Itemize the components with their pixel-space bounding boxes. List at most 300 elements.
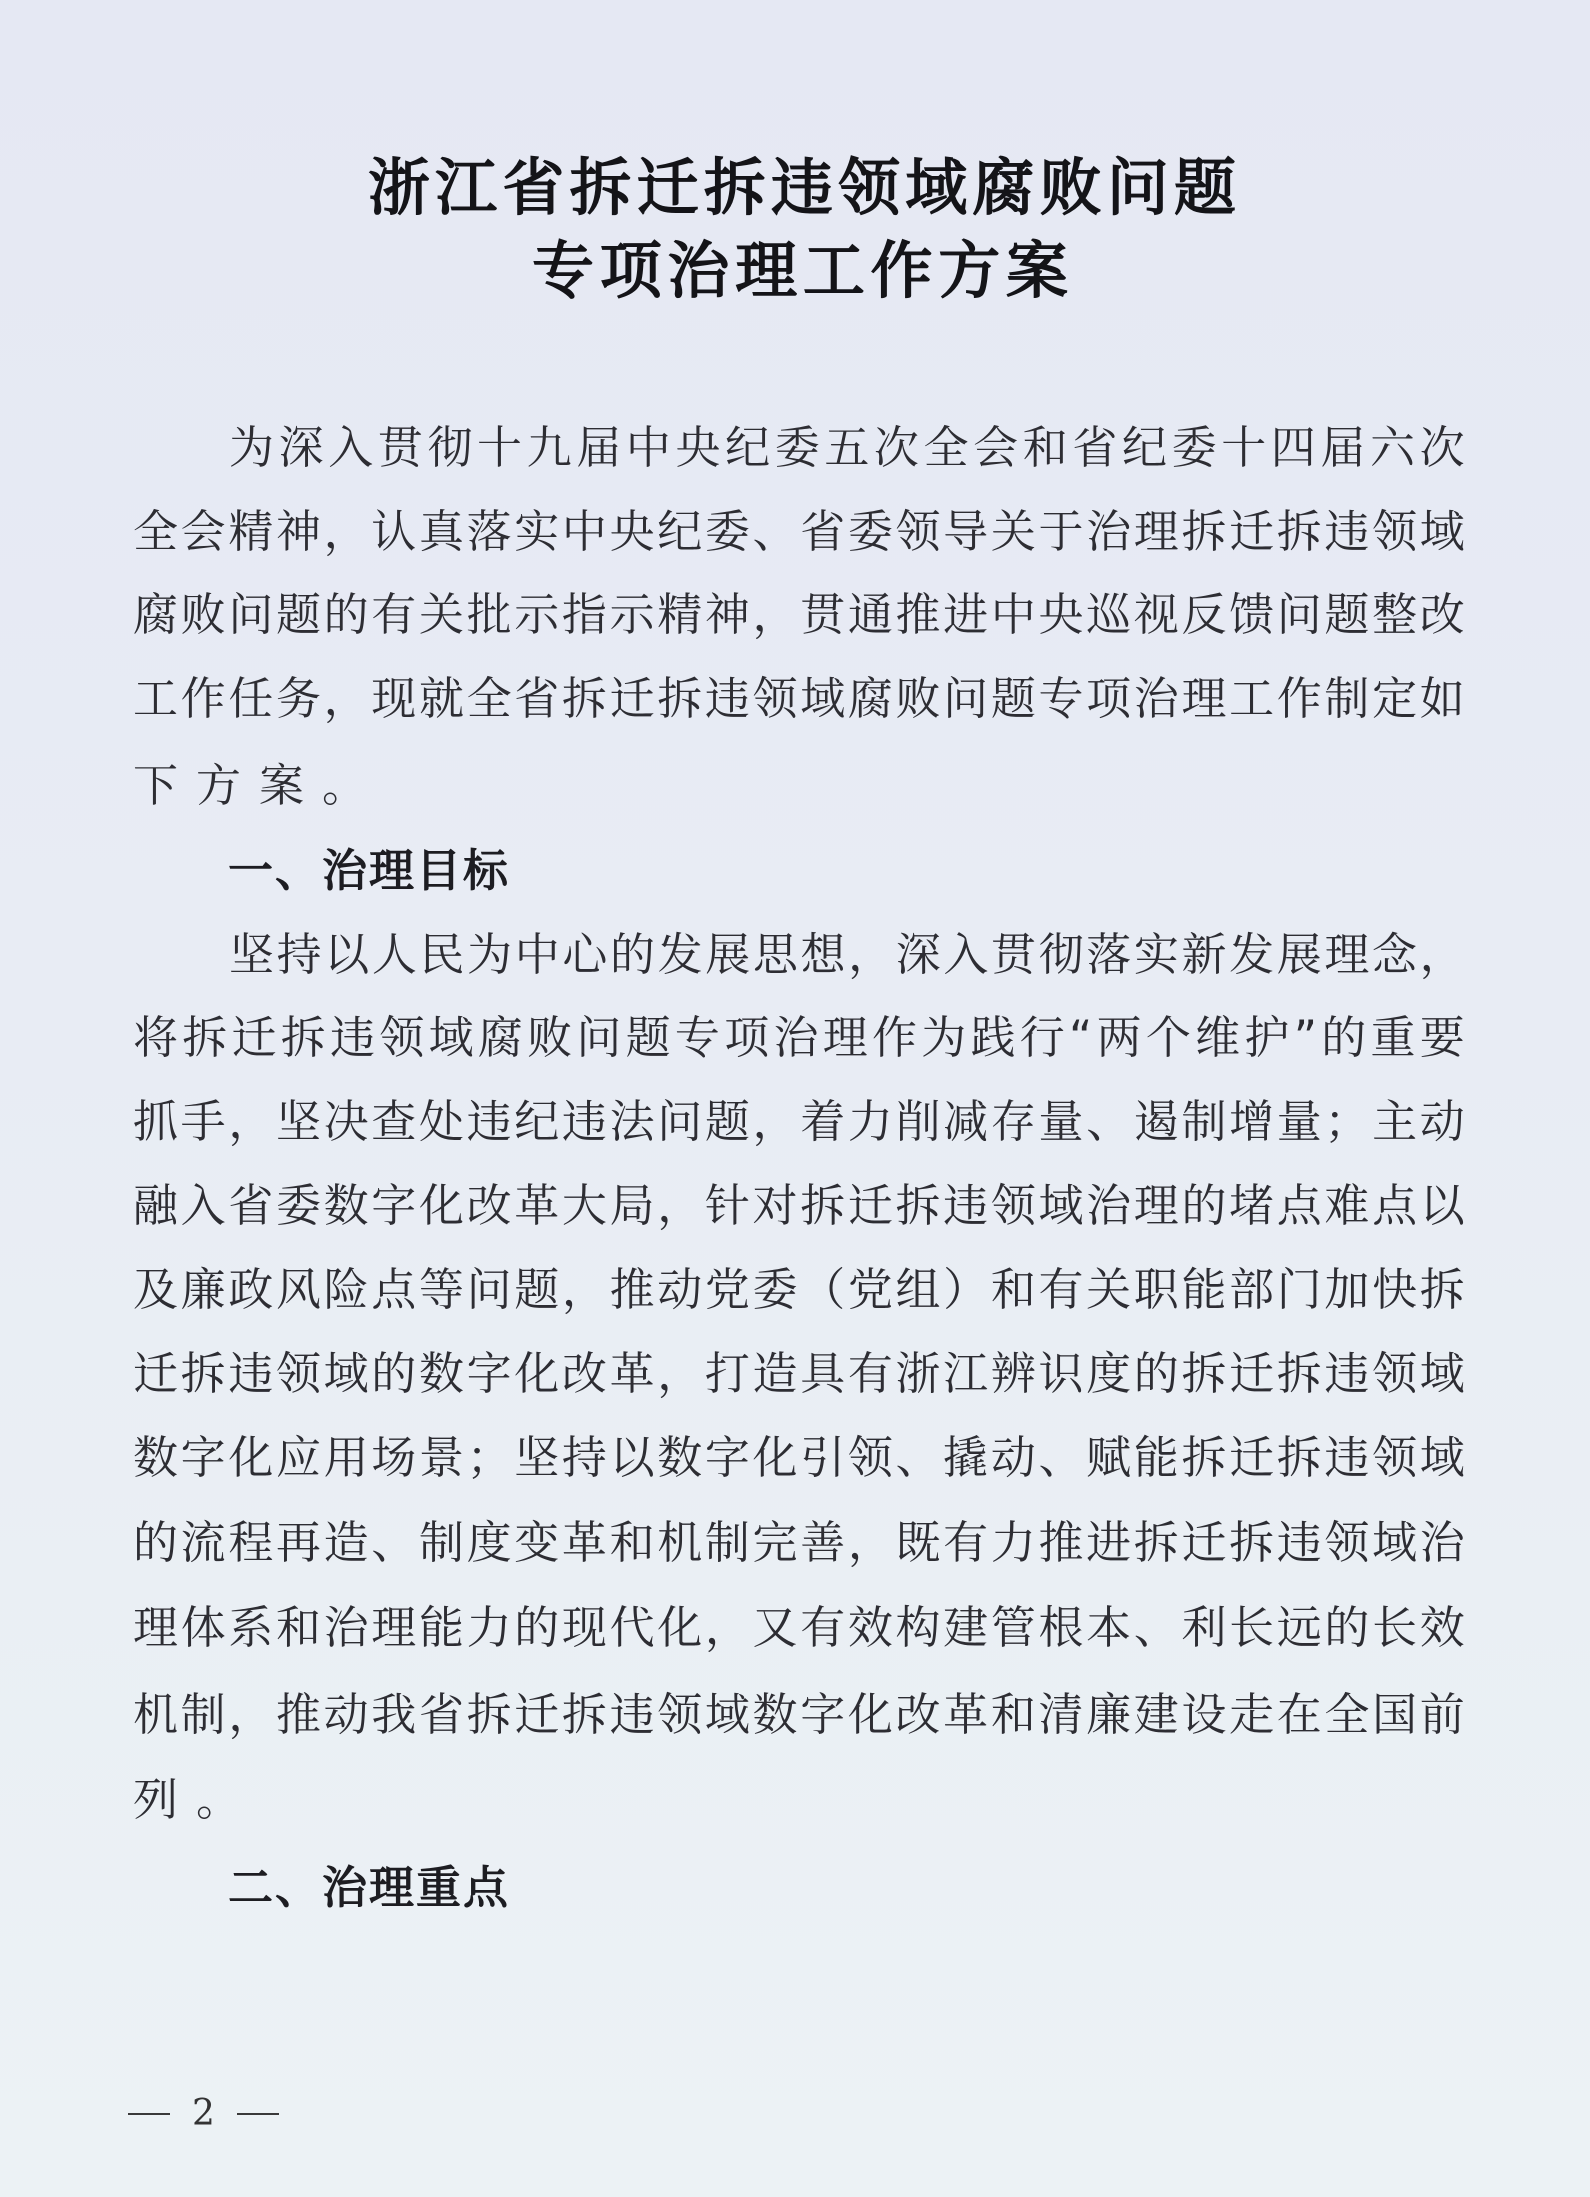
glyph: 浙 (368, 151, 431, 224)
glyph: 腐 (847, 672, 893, 725)
glyph: 我 (371, 1688, 417, 1741)
glyph: 削 (895, 1095, 941, 1148)
glyph: 持 (276, 928, 322, 981)
glyph: 十 (1221, 421, 1267, 474)
glyph: 度 (1086, 1347, 1132, 1400)
paragraph-line (133, 1770, 1465, 1830)
paragraph-line (229, 418, 1465, 478)
document-title-line-1 (368, 153, 1236, 223)
glyph: 长 (1229, 1601, 1275, 1654)
glyph: 问 (228, 588, 274, 641)
glyph: 个 (1145, 1011, 1191, 1064)
glyph: 以 (609, 1431, 655, 1484)
glyph: 用 (323, 1431, 369, 1484)
glyph: 专 (1038, 672, 1084, 725)
glyph: 落 (466, 505, 512, 558)
glyph: 点 (1372, 1179, 1418, 1232)
glyph: 题 (990, 672, 1036, 725)
glyph: 度 (466, 1516, 512, 1569)
glyph: 拆 (569, 151, 632, 224)
glyph: 落 (1086, 928, 1132, 981)
glyph: 理 (1324, 928, 1370, 981)
glyph: 理 (1133, 1179, 1179, 1232)
glyph: ， (228, 1095, 274, 1148)
glyph: 问 (466, 1263, 512, 1316)
glyph: 认 (371, 505, 417, 558)
glyph: 巡 (1086, 588, 1132, 641)
glyph: 和 (1022, 421, 1068, 474)
glyph: 险 (323, 1263, 369, 1316)
glyph: 领 (847, 1431, 893, 1484)
glyph: 列 (133, 1773, 179, 1826)
glyph: 领 (1372, 1431, 1418, 1484)
glyph: 再 (275, 1516, 321, 1569)
glyph: 化 (752, 1431, 798, 1484)
glyph: 作 (180, 672, 226, 725)
glyph: 建 (943, 1601, 989, 1654)
glyph: 数 (657, 1431, 703, 1484)
glyph: 拆 (182, 1011, 228, 1064)
glyph: 念 (1372, 928, 1418, 981)
glyph: 中 (990, 588, 1036, 641)
paragraph-line (133, 1344, 1465, 1404)
glyph: 中 (561, 505, 607, 558)
glyph: 领 (895, 505, 941, 558)
glyph: 推 (1038, 1516, 1084, 1569)
glyph: 制 (1181, 1095, 1227, 1148)
glyph: 拆 (1276, 1431, 1322, 1484)
glyph: 会 (973, 421, 1019, 474)
glyph: ， (847, 1516, 893, 1569)
glyph: 现 (561, 1601, 607, 1654)
glyph: （ (800, 1263, 846, 1316)
glyph: 央 (609, 505, 655, 558)
glyph: 和 (609, 1516, 655, 1569)
glyph: 制 (1324, 672, 1370, 725)
glyph: 方 (196, 759, 242, 812)
glyph: 拆 (466, 1688, 512, 1741)
glyph: 理 (133, 1601, 179, 1654)
glyph: 动 (323, 1688, 369, 1741)
glyph: ， (323, 672, 369, 725)
glyph: 动 (990, 1431, 1036, 1484)
glyph: 力 (990, 1516, 1036, 1569)
glyph: 省 (502, 151, 565, 224)
glyph: 全 (466, 672, 512, 725)
glyph: 字 (180, 1431, 226, 1484)
glyph: 大 (561, 1179, 607, 1232)
glyph: 违 (1324, 1347, 1370, 1400)
glyph: 门 (1276, 1263, 1322, 1316)
glyph: 败 (527, 1011, 573, 1064)
glyph: 重 (1370, 1011, 1416, 1064)
glyph: 量 (1038, 1095, 1084, 1148)
glyph: 手 (180, 1095, 226, 1148)
glyph: 改 (895, 1688, 941, 1741)
glyph: 下 (133, 759, 179, 812)
page-number-value: 2 (192, 2093, 215, 2134)
glyph: 治 (1419, 1516, 1465, 1569)
glyph: 管 (990, 1601, 1036, 1654)
glyph: 迁 (1229, 1431, 1275, 1484)
glyph: 败 (1039, 151, 1102, 224)
glyph: 点 (1276, 1179, 1322, 1232)
glyph: 和 (275, 1601, 321, 1654)
glyph: 党 (704, 1263, 750, 1316)
glyph: 迁 (133, 1347, 179, 1400)
glyph: 新 (1181, 928, 1227, 981)
glyph: 真 (418, 505, 464, 558)
glyph: 纪 (657, 505, 703, 558)
paragraph-line (133, 1513, 1465, 1573)
glyph: ， (1419, 928, 1465, 981)
glyph: 中 (625, 421, 671, 474)
glyph: 识 (1038, 1347, 1084, 1400)
paragraph-line (133, 1092, 1465, 1152)
glyph: 有 (800, 1601, 846, 1654)
glyph: 风 (275, 1263, 321, 1316)
glyph: 着 (800, 1095, 846, 1148)
glyph: ， (704, 1601, 750, 1654)
glyph: 代 (609, 1601, 655, 1654)
glyph: 贯 (800, 588, 846, 641)
glyph: 域 (905, 151, 968, 224)
glyph: 加 (1324, 1263, 1370, 1316)
glyph: 领 (838, 151, 901, 224)
glyph: 为 (921, 1011, 967, 1064)
glyph: 机 (657, 1516, 703, 1569)
glyph: 理 (735, 234, 798, 307)
glyph: 进 (943, 588, 989, 641)
glyph: 违 (943, 1179, 989, 1232)
glyph: 关 (418, 588, 464, 641)
glyph: ， (657, 1347, 703, 1400)
glyph: 的 (1324, 1601, 1370, 1654)
glyph: 变 (514, 1516, 560, 1569)
glyph: 力 (847, 1095, 893, 1148)
glyph: 推 (275, 1688, 321, 1741)
paragraph-line (133, 1598, 1465, 1658)
glyph: 组 (895, 1263, 941, 1316)
glyph: ” (1293, 1011, 1318, 1064)
glyph: 违 (228, 1347, 274, 1400)
glyph: 民 (419, 928, 465, 981)
glyph: 领 (379, 1011, 425, 1064)
glyph: 人 (371, 928, 417, 981)
glyph: 浙 (895, 1347, 941, 1400)
glyph: 深 (895, 928, 941, 981)
glyph: 入 (328, 421, 374, 474)
glyph: 域 (1372, 1516, 1418, 1569)
glyph: 化 (418, 1179, 464, 1232)
glyph: 届 (1320, 421, 1366, 474)
glyph: 就 (418, 672, 464, 725)
glyph: 彻 (1038, 928, 1084, 981)
glyph: 存 (990, 1095, 1036, 1148)
glyph: 融 (133, 1179, 179, 1232)
glyph: 拆 (180, 1347, 226, 1400)
glyph: 数 (752, 1688, 798, 1741)
paragraph-line (133, 585, 1465, 645)
glyph: 委 (752, 1263, 798, 1316)
paragraph-line (133, 1428, 1465, 1488)
glyph: 违 (466, 1095, 512, 1148)
glyph: 省 (514, 672, 560, 725)
glyph: ； (466, 1431, 512, 1484)
glyph: 数 (133, 1431, 179, 1484)
paragraph-line (133, 1260, 1465, 1320)
glyph: 批 (466, 588, 512, 641)
glyph: 决 (323, 1095, 369, 1148)
glyph: 动 (1419, 1095, 1465, 1148)
glyph: 领 (1372, 1347, 1418, 1400)
glyph: 为 (467, 928, 513, 981)
glyph: 革 (514, 1179, 560, 1232)
glyph: 的 (1133, 1347, 1179, 1400)
glyph: 迁 (609, 672, 655, 725)
glyph: 工 (1229, 672, 1275, 725)
glyph: 示 (609, 588, 655, 641)
glyph: 领 (752, 672, 798, 725)
dash-left (128, 2113, 170, 2115)
glyph: 题 (704, 1095, 750, 1148)
glyph: 违 (609, 1688, 655, 1741)
glyph: 定 (1372, 672, 1418, 725)
glyph: ， (561, 1263, 607, 1316)
paragraph-line (133, 756, 1465, 816)
glyph: 拆 (1276, 505, 1322, 558)
glyph: 现 (371, 672, 417, 725)
glyph: 政 (228, 1263, 274, 1316)
glyph: 发 (1229, 928, 1275, 981)
glyph: 四 (1270, 421, 1316, 474)
glyph: 远 (1276, 1601, 1322, 1654)
glyph: 迁 (1181, 1516, 1227, 1569)
glyph: 拆 (1181, 1431, 1227, 1484)
glyph: 场 (371, 1431, 417, 1484)
glyph: 化 (657, 1601, 703, 1654)
glyph: 护 (1244, 1011, 1290, 1064)
glyph: 如 (1419, 672, 1465, 725)
glyph: 推 (609, 1263, 655, 1316)
glyph: 拆 (1133, 1516, 1179, 1569)
glyph: ， (752, 588, 798, 641)
glyph: 廉 (1086, 1688, 1132, 1741)
glyph: 纪 (514, 1095, 560, 1148)
glyph: 和 (990, 1688, 1036, 1741)
glyph: 以 (1419, 1179, 1465, 1232)
glyph: 、 (371, 1516, 417, 1569)
glyph: 败 (895, 672, 941, 725)
glyph: 反 (1181, 588, 1227, 641)
glyph: 六 (1370, 421, 1416, 474)
glyph: 的 (1321, 1011, 1367, 1064)
glyph: 化 (228, 1431, 274, 1484)
paragraph-line (133, 1176, 1465, 1236)
glyph: 效 (1419, 1601, 1465, 1654)
glyph: 构 (895, 1601, 941, 1654)
glyph: 问 (576, 1011, 622, 1064)
glyph: 题 (1324, 588, 1370, 641)
glyph: 腐 (477, 1011, 523, 1064)
glyph: 制 (418, 1516, 464, 1569)
glyph: 增 (1229, 1095, 1275, 1148)
glyph: 迁 (847, 1179, 893, 1232)
glyph: 神 (275, 505, 321, 558)
glyph: 职 (1133, 1263, 1179, 1316)
glyph: 革 (943, 1688, 989, 1741)
glyph: 拆 (561, 672, 607, 725)
glyph: 省 (800, 505, 846, 558)
glyph: 迁 (514, 1688, 560, 1741)
glyph: 进 (1086, 1516, 1132, 1569)
glyph: 拆 (895, 1179, 941, 1232)
glyph: 引 (800, 1431, 846, 1484)
glyph: 等 (418, 1263, 464, 1316)
glyph: 治 (1086, 1179, 1132, 1232)
page-number (128, 2092, 279, 2136)
glyph: 的 (514, 1601, 560, 1654)
glyph: 能 (1181, 1263, 1227, 1316)
glyph: 发 (657, 928, 703, 981)
glyph: 革 (609, 1347, 655, 1400)
glyph: 展 (705, 928, 751, 981)
glyph: 违 (770, 151, 833, 224)
glyph: 工 (802, 234, 865, 307)
glyph: 理 (1133, 505, 1179, 558)
glyph: 堵 (1229, 1179, 1275, 1232)
glyph: 在 (1276, 1688, 1322, 1741)
glyph: 程 (228, 1516, 274, 1569)
glyph: 域 (704, 1688, 750, 1741)
glyph: 领 (275, 1347, 321, 1400)
glyph: 为 (229, 421, 275, 474)
glyph: 委 (774, 421, 820, 474)
glyph: 字 (371, 1179, 417, 1232)
glyph: 想 (800, 928, 846, 981)
glyph: 、 (895, 1431, 941, 1484)
section-heading-2: 二、治理重点 (228, 1861, 511, 1914)
glyph: 领 (990, 1179, 1036, 1232)
glyph: 委 (704, 505, 750, 558)
paragraph-line (133, 1685, 1465, 1745)
glyph: 抓 (133, 1095, 179, 1148)
glyph: 拆 (1181, 1347, 1227, 1400)
glyph: 十 (477, 421, 523, 474)
glyph: 流 (180, 1516, 226, 1569)
glyph: 项 (1086, 672, 1132, 725)
glyph: 题 (275, 588, 321, 641)
glyph: 案 (259, 759, 305, 812)
paragraph-line (133, 669, 1465, 729)
glyph: 题 (514, 1263, 560, 1316)
glyph: 全 (1324, 1688, 1370, 1741)
glyph: 快 (1372, 1263, 1418, 1316)
glyph: 打 (704, 1347, 750, 1400)
glyph: 理 (822, 1011, 868, 1064)
glyph: 问 (943, 672, 989, 725)
glyph: 拆 (1181, 505, 1227, 558)
glyph: 有 (847, 1347, 893, 1400)
glyph: 会 (180, 505, 226, 558)
glyph: 央 (675, 421, 721, 474)
glyph: 务 (275, 672, 321, 725)
glyph: 完 (752, 1516, 798, 1569)
paragraph-line (133, 502, 1465, 562)
glyph: 题 (625, 1011, 671, 1064)
glyph: 心 (562, 928, 608, 981)
glyph: 字 (466, 1347, 512, 1400)
glyph: 数 (418, 1347, 464, 1400)
glyph: 专 (674, 1011, 720, 1064)
glyph: 根 (1038, 1601, 1084, 1654)
glyph: 拆 (1229, 1516, 1275, 1569)
glyph: 革 (561, 1516, 607, 1569)
glyph: 腐 (972, 151, 1035, 224)
glyph: 领 (1324, 1516, 1370, 1569)
glyph: 辨 (990, 1347, 1036, 1400)
glyph: 域 (1038, 1179, 1084, 1232)
glyph: 拆 (703, 151, 766, 224)
glyph: 展 (1276, 928, 1322, 981)
glyph: 迁 (636, 151, 699, 224)
glyph: 作 (871, 1011, 917, 1064)
glyph: 思 (752, 928, 798, 981)
glyph: 、 (1086, 1095, 1132, 1148)
glyph: 治 (1086, 505, 1132, 558)
glyph: 全 (923, 421, 969, 474)
glyph: 改 (466, 1179, 512, 1232)
glyph: 化 (514, 1347, 560, 1400)
glyph: 又 (752, 1601, 798, 1654)
glyph: ） (943, 1263, 989, 1316)
glyph: 违 (561, 1095, 607, 1148)
glyph: 治 (773, 1011, 819, 1064)
glyph: 次 (873, 421, 919, 474)
glyph: 示 (514, 588, 560, 641)
glyph: 效 (847, 1601, 893, 1654)
glyph: 体 (180, 1601, 226, 1654)
glyph: 域 (800, 672, 846, 725)
glyph: 题 (1173, 151, 1236, 224)
glyph: 景 (418, 1431, 464, 1484)
glyph: 中 (514, 928, 560, 981)
glyph: 前 (1419, 1688, 1465, 1741)
glyph: 违 (1276, 1516, 1322, 1569)
glyph: 的 (323, 588, 369, 641)
glyph: 以 (324, 928, 370, 981)
glyph: 贯 (991, 928, 1037, 981)
glyph: 实 (1133, 928, 1179, 981)
glyph: 拆 (280, 1011, 326, 1064)
glyph: 违 (704, 672, 750, 725)
glyph: 长 (1372, 1601, 1418, 1654)
glyph: 治 (1133, 672, 1179, 725)
glyph: 项 (724, 1011, 770, 1064)
glyph: 彻 (427, 421, 473, 474)
glyph: 违 (1324, 505, 1370, 558)
glyph: 行 (1019, 1011, 1065, 1064)
glyph: 问 (1276, 588, 1322, 641)
glyph: 违 (330, 1011, 376, 1064)
glyph: 域 (323, 1347, 369, 1400)
glyph: 坚 (229, 928, 275, 981)
glyph: 要 (1419, 1011, 1465, 1064)
glyph: 力 (466, 1601, 512, 1654)
glyph: 、 (1038, 1431, 1084, 1484)
glyph: 查 (371, 1095, 417, 1148)
glyph: 走 (1229, 1688, 1275, 1741)
